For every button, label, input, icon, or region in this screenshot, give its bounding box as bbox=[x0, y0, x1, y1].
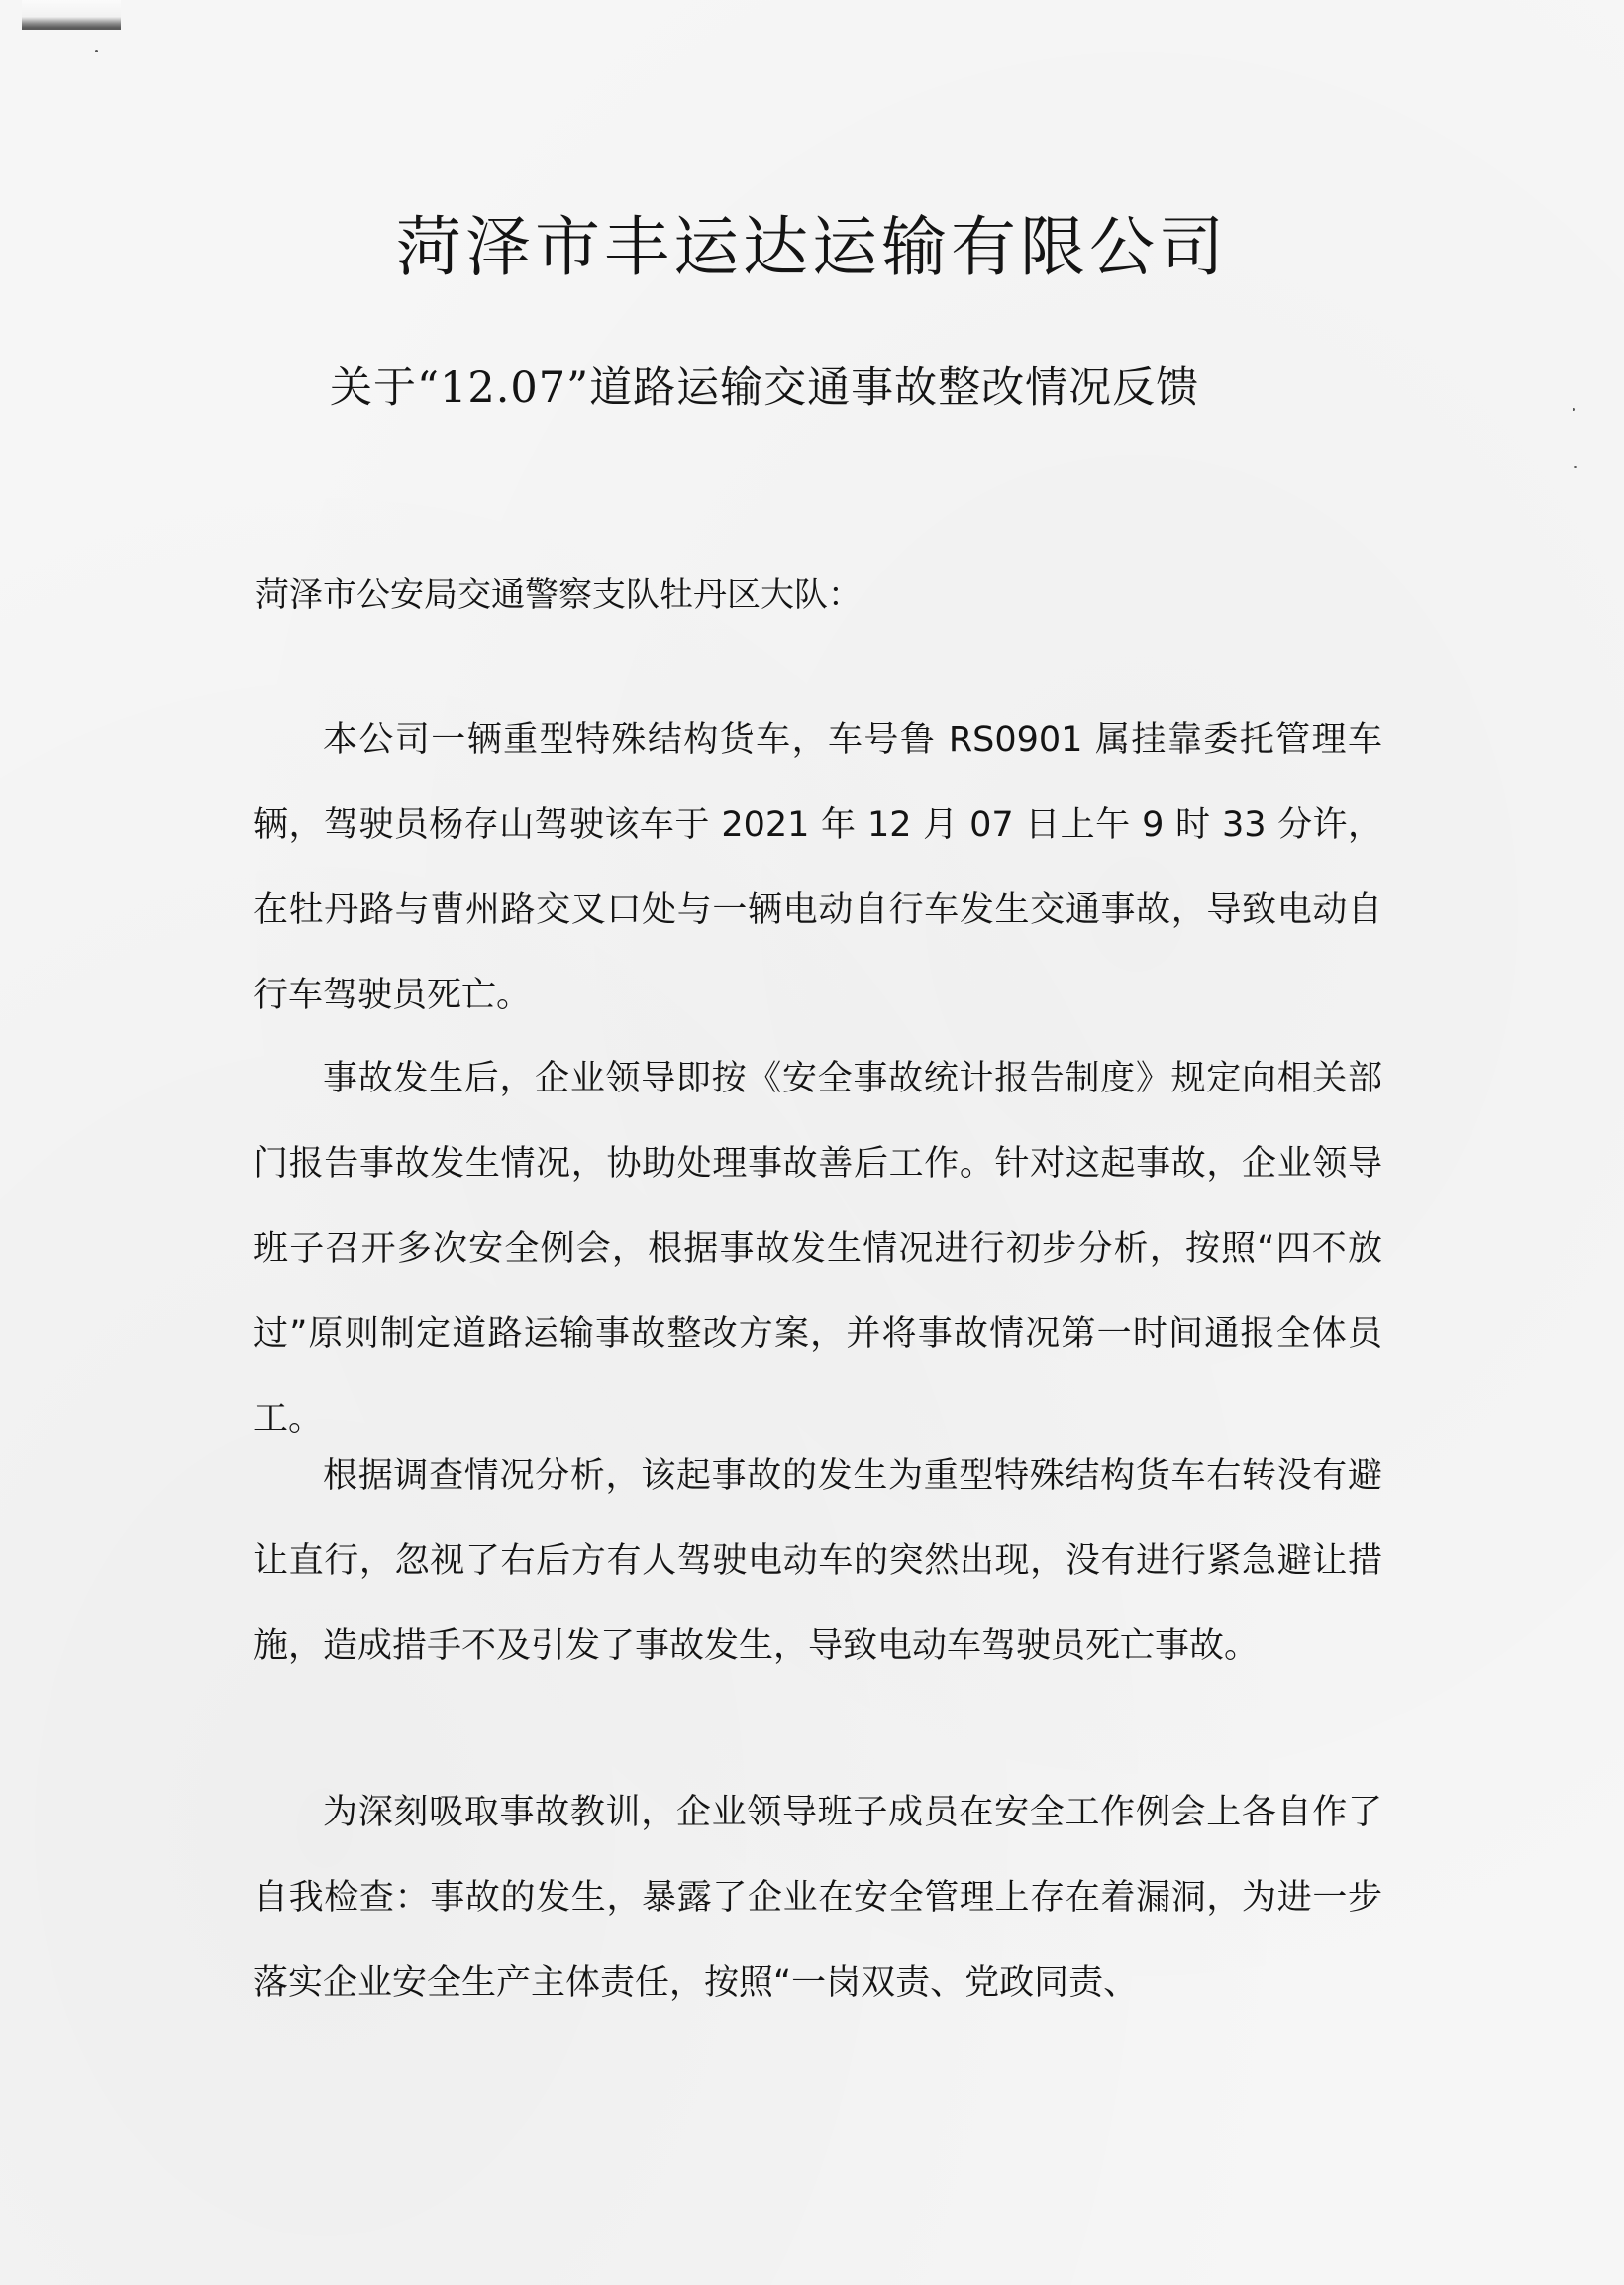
scan-speck bbox=[1573, 408, 1575, 411]
scan-speck bbox=[1574, 466, 1577, 468]
scan-speck bbox=[95, 50, 98, 52]
company-title: 菏泽市丰运达运输有限公司 bbox=[396, 209, 1228, 285]
paragraph-text: 根据调查情况分析，该起事故的发生为重型特殊结构货车右转没有避让直行，忽视了右后方有人驾驶电动车的突然出现，没有进行紧急避让措施，造成措手不及引发了事故发生，导致电动车驾驶员死亡事故。 bbox=[254, 1456, 1382, 1666]
paragraph-text: 本公司一辆重型特殊结构货车，车号鲁 RS0901 属挂靠委托管理车辆，驾驶员杨存山驾驶该车于 2021 年 12 月 07 日上午 9 时 33 分许，在牡丹路与曹州路交叉口处与一辆电动自行车发生交通事故，导致电动自行车驾驶员死亡。 bbox=[254, 720, 1382, 1015]
body-paragraph-4 bbox=[254, 1770, 1382, 2025]
body-paragraph-3 bbox=[254, 1433, 1382, 1689]
body-paragraph-1 bbox=[254, 697, 1382, 1038]
addressee-line: 菏泽市公安局交通警察支队牡丹区大队： bbox=[255, 575, 862, 615]
paragraph-text: 为深刻吸取事故教训，企业领导班子成员在安全工作例会上各自作了自我检查：事故的发生，暴露了企业在安全管理上存在着漏洞，为进一步落实企业安全生产主体责任，按照“一岗双责、党政同责、 bbox=[254, 1793, 1382, 2003]
staple-mark bbox=[22, 0, 121, 30]
document-subtitle: 关于“12.07”道路运输交通事故整改情况反馈 bbox=[330, 364, 1200, 413]
body-paragraph-2 bbox=[254, 1036, 1382, 1462]
paragraph-text: 事故发生后，企业领导即按《安全事故统计报告制度》规定向相关部门报告事故发生情况，协助处理事故善后工作。针对这起事故，企业领导班子召开多次安全例会，根据事故发生情况进行初步分析，按照“四不放过”原则制定道路运输事故整改方案，并将事故情况第一时间通报全体员工。 bbox=[254, 1059, 1382, 1439]
